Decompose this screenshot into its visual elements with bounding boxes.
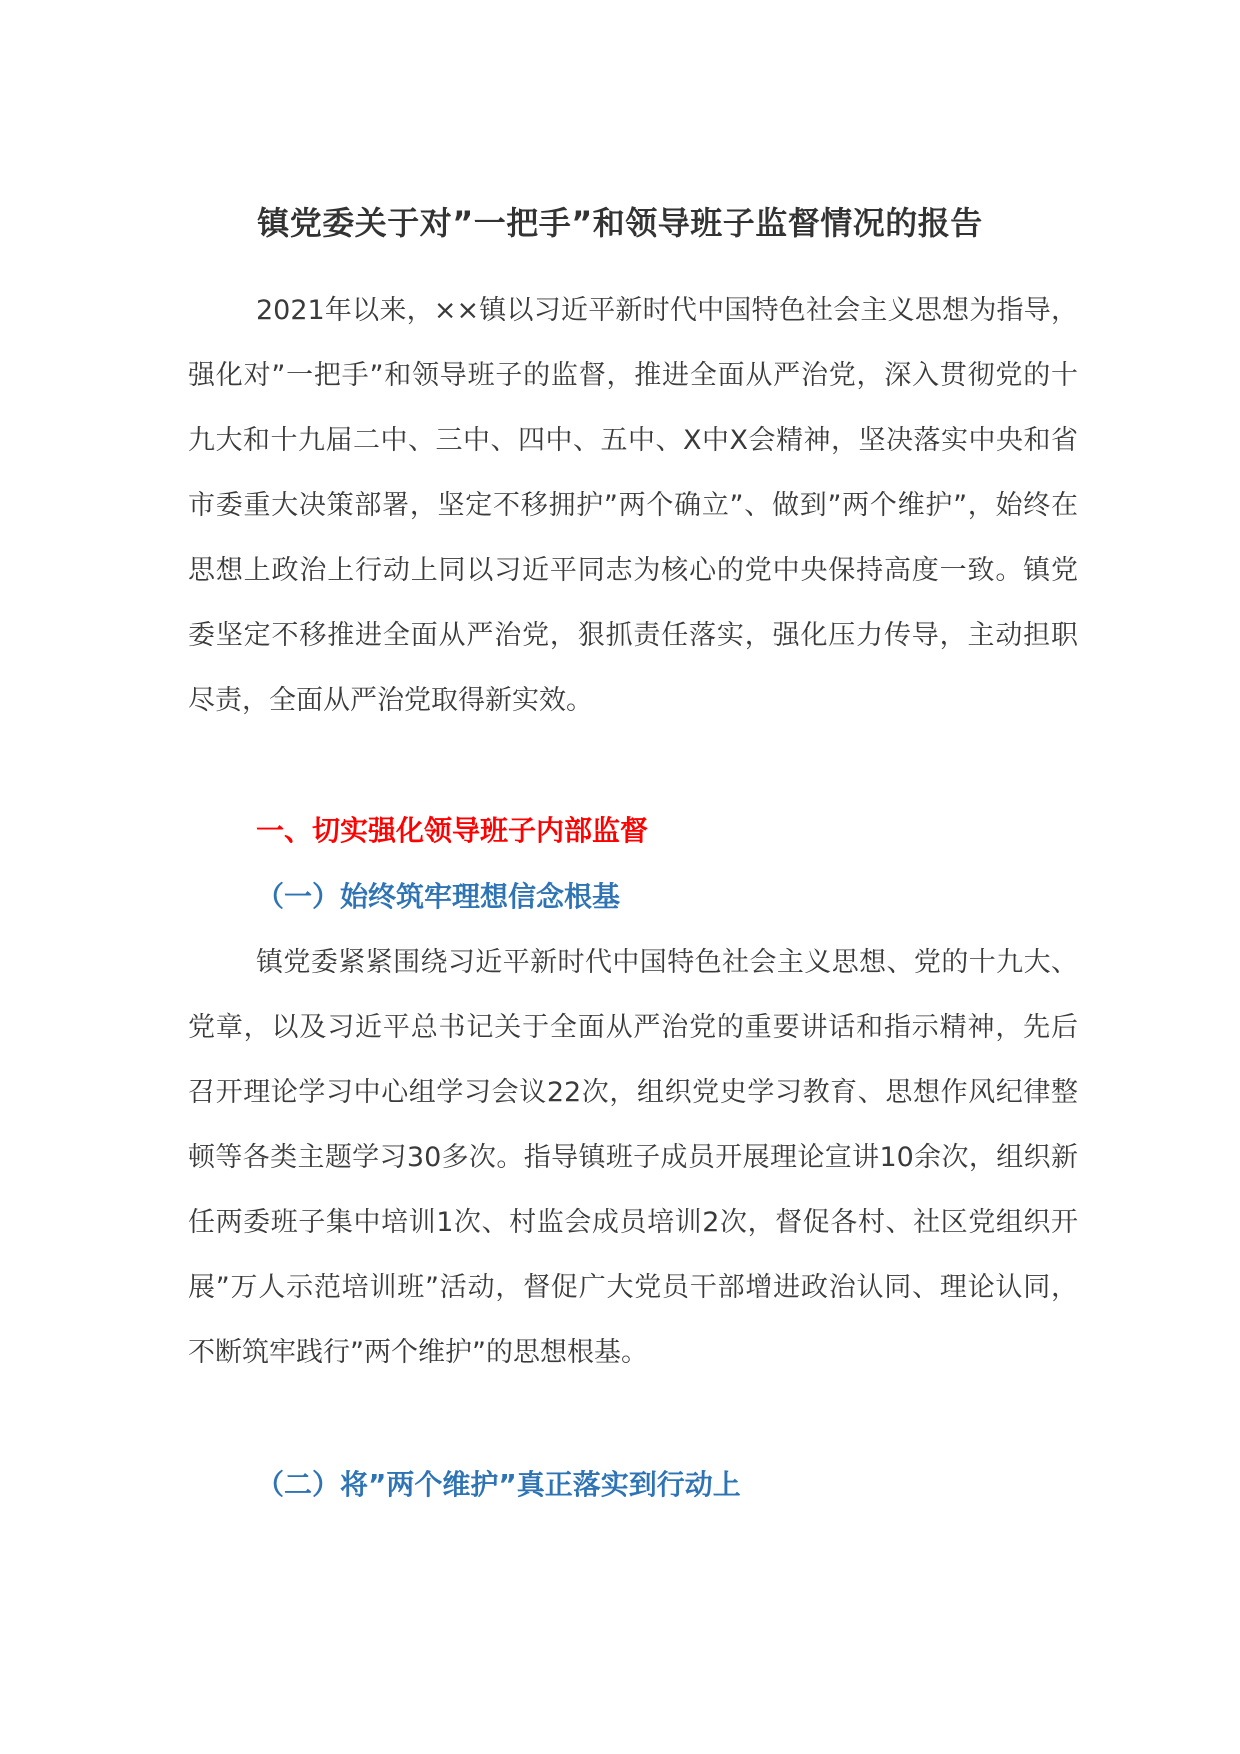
body-paragraph: 镇党委紧紧围绕习近平新时代中国特色社会主义思想、党的十九大、党章，以及习近平总书记关于全面从严治党的重要讲话和指示精神，先后召开理论学习中心组学习会议22次，组织党史学习教育、思想作风纪律整顿等各类主题学习30多次。指导镇班子成员开展理论宣讲10余次，组织新任两委班子集中培训1次、村监会成员培训2次，督促各村、社区党组织开展”万人示范培训班”活动，督促广大党员干部增进政治认同、理论认同，不断筑牢践行”两个维护”的思想根基。: [188, 947, 1078, 1368]
sub-heading-2: （二）将”两个维护”真正落实到行动上: [256, 1468, 741, 1501]
section-heading: 一、切实强化领导班子内部监督: [256, 814, 649, 847]
intro-paragraph: 2021年以来，××镇以习近平新时代中国特色社会主义思想为指导，强化对”一把手”和领导班子的监督，推进全面从严治党，深入贯彻党的十九大和十九届二中、三中、四中、五中、X中X会精神，坚决落实中央和省市委重大决策部署，坚定不移拥护”两个确立”、做到”两个维护”，始终在思想上政治上行动上同以习近平同志为核心的党中央保持高度一致。镇党委坚定不移推进全面从严治党，狠抓责任落实，强化压力传导，主动担职尽责，全面从严治党取得新实效。: [188, 295, 1078, 716]
sub-heading-1: （一）始终筑牢理想信念根基: [256, 880, 621, 913]
document-title: 镇党委关于对”一把手”和领导班子监督情况的报告: [257, 204, 983, 242]
